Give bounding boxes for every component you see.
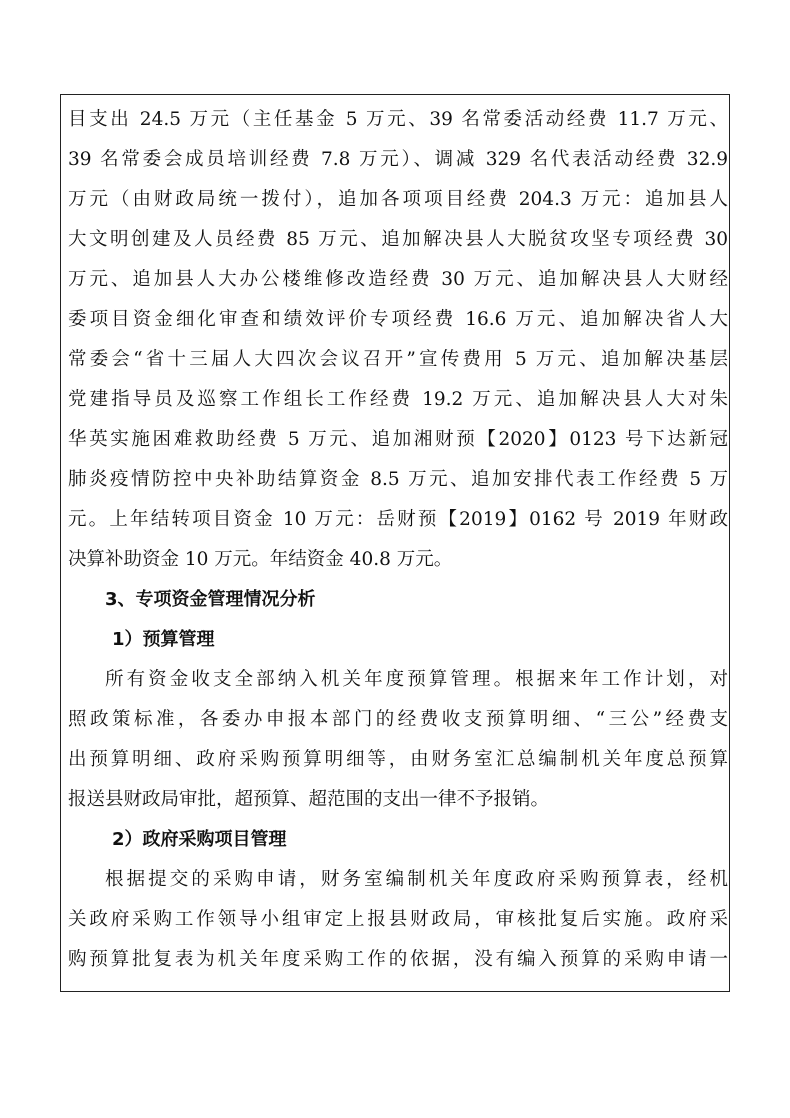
text-line: 大文明创建及人员经费 85 万元、追加解决县人大脱贫攻坚专项经费 30 — [68, 229, 728, 250]
text-line: 肺炎疫情防控中央补助结算资金 8.5 万元、追加安排代表工作经费 5 万 — [68, 469, 728, 490]
text-line: 万元、追加县人大办公楼维修改造经费 30 万元、追加解决县人大财经 — [68, 269, 728, 290]
text-line: 根据提交的采购申请，财务室编制机关年度政府采购预算表，经机 — [105, 869, 728, 890]
text-line: 39 名常委会成员培训经费 7.8 万元）、调减 329 名代表活动经费 32.9 — [68, 149, 728, 170]
text-line: 元。上年结转项目资金 10 万元：岳财预【2019】0162 号 2019 年财政 — [68, 509, 728, 530]
text-line: 党建指导员及巡察工作组长工作经费 19.2 万元、追加解决县人大对朱 — [68, 389, 728, 410]
text-line: 出预算明细、政府采购预算明细等，由财务室汇总编制机关年度总预算 — [68, 749, 728, 770]
paragraph-budget-management — [68, 660, 728, 820]
section-heading: 3、专项资金管理情况分析 — [105, 589, 316, 610]
document-body — [68, 100, 728, 980]
text-line: 常委会“省十三届人大四次会议召开”宣传费用 5 万元、追加解决基层 — [68, 349, 728, 370]
text-line: 华英实施困难救助经费 5 万元、追加湘财预【2020】0123 号下达新冠 — [68, 429, 728, 450]
text-line: 决算补助资金 10 万元。年结资金 40.8 万元。 — [68, 549, 453, 570]
text-line: 所有资金收支全部纳入机关年度预算管理。根据来年工作计划，对 — [105, 669, 728, 690]
text-line: 照政策标准，各委办申报本部门的经费收支预算明细、“三公”经费支 — [68, 709, 728, 730]
text-line: 委项目资金细化审查和绩效评价专项经费 16.6 万元、追加解决省人大 — [68, 309, 728, 330]
text-line: 购预算批复表为机关年度采购工作的依据，没有编入预算的采购申请一 — [68, 949, 728, 970]
paragraph-funding-details — [68, 100, 728, 580]
text-line: 报送县财政局审批，超预算、超范围的支出一律不予报销。 — [68, 789, 550, 810]
subsection-heading-procurement: 2）政府采购项目管理 — [112, 829, 287, 850]
paragraph-procurement-management — [68, 860, 728, 980]
subsection-heading-budget: 1）预算管理 — [112, 629, 215, 650]
text-line: 目支出 24.5 万元（主任基金 5 万元、39 名常委活动经费 11.7 万元、 — [68, 109, 728, 130]
text-line: 关政府采购工作领导小组审定上报县财政局，审核批复后实施。政府采 — [68, 909, 728, 930]
text-line: 万元（由财政局统一拨付），追加各项项目经费 204.3 万元：追加县人 — [68, 189, 728, 210]
